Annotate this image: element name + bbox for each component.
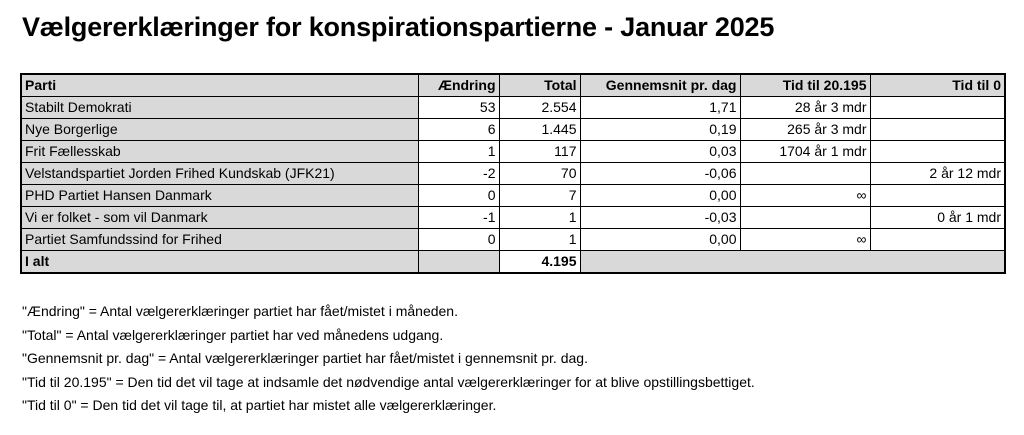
total-cell: 7	[499, 185, 580, 207]
total-cell: 70	[499, 163, 580, 185]
total-cell: 1	[499, 207, 580, 229]
header-avg: Gennemsnit pr. dag	[580, 74, 740, 97]
header-time-to-zero: Tid til 0	[870, 74, 1005, 97]
total-row	[21, 251, 1005, 274]
party-cell: Nye Borgerlige	[21, 119, 418, 141]
table-header-row	[21, 74, 1005, 97]
table-row	[21, 185, 1005, 207]
page-title: Vælgererklæringer for konspirationspartierne - Januar 2025	[22, 12, 775, 42]
time-to-zero-cell: 2 år 12 mdr	[870, 163, 1005, 185]
avg-cell: 0,03	[580, 141, 740, 163]
table-row	[21, 229, 1005, 251]
note-total: "Total" = Antal vælgererklæringer partiet har ved månedens udgang.	[22, 326, 444, 343]
time-to-target-cell: 265 år 3 mdr	[740, 119, 870, 141]
total-sum-cell: 4.195	[499, 251, 580, 274]
change-cell: 1	[418, 141, 499, 163]
party-cell: Frit Fællesskab	[21, 141, 418, 163]
notes	[22, 300, 755, 418]
time-to-target-cell	[740, 163, 870, 185]
note-time-to-zero: "Tid til 0" = Den tid det vil tage til, at partiet har mistet alle vælgererklæringer.	[22, 397, 497, 413]
party-cell: Partiet Samfundssind for Frihed	[21, 229, 418, 251]
avg-cell: 0,00	[580, 185, 740, 207]
total-cell: 1.445	[499, 119, 580, 141]
party-cell: Velstandspartiet Jorden Frihed Kundskab (JFK21)	[21, 163, 418, 185]
total-cell: 1	[499, 229, 580, 251]
change-cell: 0	[418, 229, 499, 251]
total-cell: 2.554	[499, 97, 580, 119]
table-row	[21, 163, 1005, 185]
time-to-zero-cell	[870, 141, 1005, 163]
note-avg: "Gennemsnit pr. dag" = Antal vælgererklæringer partiet har fået/mistet i gennemsnit pr. dag.	[22, 350, 588, 366]
table-row	[21, 97, 1005, 119]
time-to-zero-cell	[870, 97, 1005, 119]
header-change: Ændring	[418, 74, 499, 97]
total-change-cell	[418, 251, 499, 274]
statistics-table	[20, 73, 1006, 274]
time-to-target-cell: 28 år 3 mdr	[740, 97, 870, 119]
party-cell: Stabilt Demokrati	[21, 97, 418, 119]
total-label-cell: I alt	[21, 251, 418, 274]
time-to-target-cell	[740, 207, 870, 229]
header-time-to-target: Tid til 20.195	[740, 74, 870, 97]
note-time-to-target: "Tid til 20.195" = Den tid det vil tage at indsamle det nødvendige antal vælgererklæringer for at blive opstillingsbettiget.	[22, 373, 755, 390]
table-row	[21, 207, 1005, 229]
header-party: Parti	[21, 74, 418, 97]
time-to-zero-cell	[870, 119, 1005, 141]
note-change: "Ændring" = Antal vælgererklæringer partiet har fået/mistet i måneden.	[22, 303, 458, 319]
party-cell: PHD Partiet Hansen Danmark	[21, 185, 418, 207]
avg-cell: -0,03	[580, 207, 740, 229]
avg-cell: -0,06	[580, 163, 740, 185]
time-to-zero-cell: 0 år 1 mdr	[870, 207, 1005, 229]
change-cell: -1	[418, 207, 499, 229]
change-cell: 53	[418, 97, 499, 119]
time-to-zero-cell	[870, 229, 1005, 251]
party-cell: Vi er folket - som vil Danmark	[21, 207, 418, 229]
total-cell: 117	[499, 141, 580, 163]
time-to-target-cell: ∞	[740, 229, 870, 251]
avg-cell: 0,19	[580, 119, 740, 141]
header-total: Total	[499, 74, 580, 97]
table-row	[21, 119, 1005, 141]
time-to-target-cell: 1704 år 1 mdr	[740, 141, 870, 163]
time-to-target-cell: ∞	[740, 185, 870, 207]
change-cell: 6	[418, 119, 499, 141]
change-cell: -2	[418, 163, 499, 185]
time-to-zero-cell	[870, 185, 1005, 207]
change-cell: 0	[418, 185, 499, 207]
table-row	[21, 141, 1005, 163]
avg-cell: 1,71	[580, 97, 740, 119]
avg-cell: 0,00	[580, 229, 740, 251]
total-empty-cell	[580, 251, 1005, 274]
